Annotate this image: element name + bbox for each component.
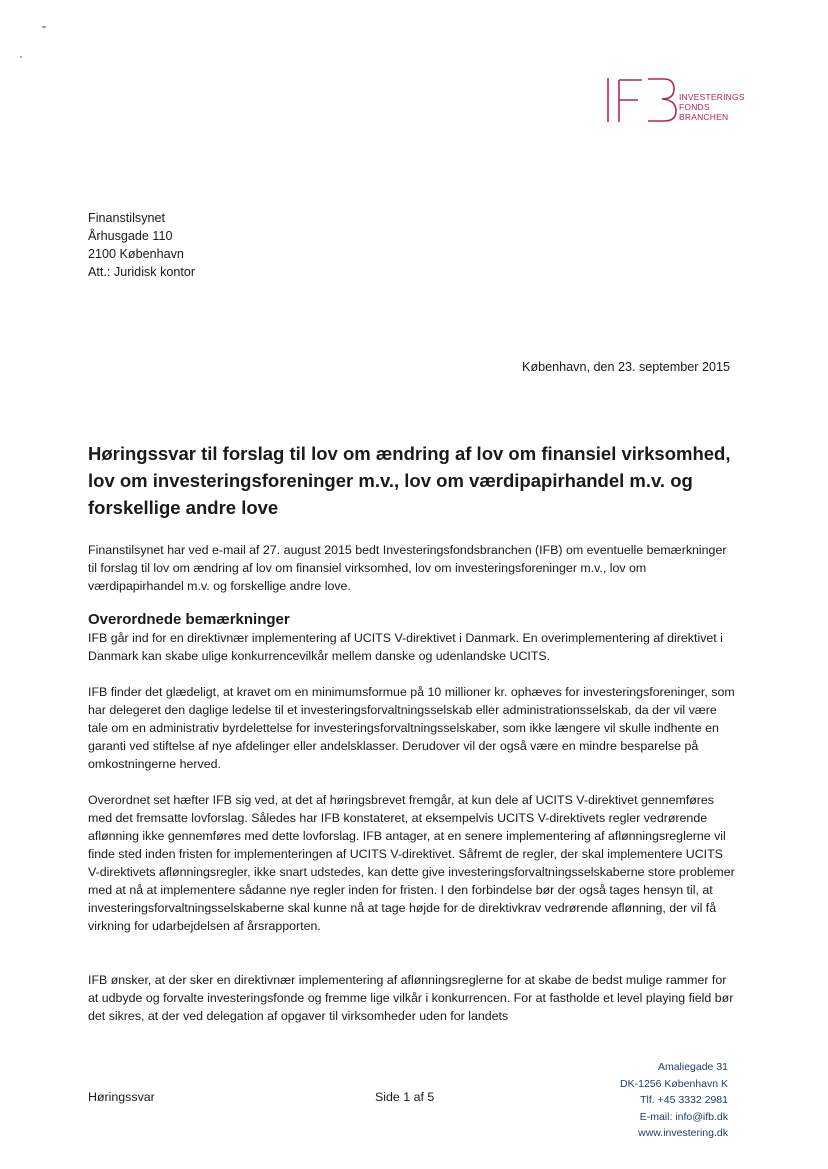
- paragraph-text: Overordnet set hæfter IFB sig ved, at det af høringsbrevet fremgår, at kun dele af UCITS V-direktivet gennemføres med det fremsatte lovforslag. Således har IFB konstateret, at eksempelvis UCITS V-direktivets regler vedrørende aflønning ikke gennemføres med dette lovforslag. IFB antager, at en senere implementering af aflønningsreglerne vil finde sted inden fristen for implementeringen af UCITS V-direktivet. Såfremt de regler, der skal implementere UCITS V-direktivets aflønningsregler, ikke snart udstedes, kan dette give investeringsforvaltningsselskaberne store problemer med at nå at implementere sådanne nye regler inden for fristen. I den forbindelse bør der også tages hensyn til, at investeringsforvaltningsselskaberne skal kunne nå at tage højde for de direktivkrav vedrørende aflønning, der vil få virkning for udarbejdelsen af årsrapporten.: [88, 793, 735, 933]
- footer-website: www.investering.dk: [638, 1127, 728, 1139]
- logo-letter-b: [648, 79, 676, 121]
- paragraph-3: [88, 791, 738, 935]
- recipient-name: Finanstilsynet: [88, 211, 165, 225]
- intro-text: Finanstilsynet har ved e-mail af 27. august 2015 bedt Investeringsfondsbranchen (IFB) om eventuelle bemærkninger til forslag til lov om ændring af lov om finansiel virksomhed, lov om investeringsforeninger m.v., lov om værdipapirhandel m.v. og forskellige andre love.: [88, 543, 727, 593]
- footer-contact: [620, 1059, 728, 1142]
- scan-speck: [20, 56, 22, 58]
- paragraph-4: [88, 971, 738, 1025]
- letter-date: København, den 23. september 2015: [522, 360, 730, 374]
- logo-line-1: INVESTERINGS: [679, 92, 745, 102]
- paragraph-2: [88, 683, 738, 773]
- recipient-city: 2100 København: [88, 247, 184, 261]
- footer-address-city: DK-1256 København K: [620, 1077, 728, 1090]
- footer-doc-label: Høringssvar: [88, 1090, 155, 1104]
- footer-page-number: Side 1 af 5: [375, 1090, 435, 1104]
- paragraph-1: [88, 629, 738, 665]
- section-heading: Overordnede bemærkninger: [88, 611, 290, 628]
- recipient-address: [88, 209, 195, 281]
- document-title: Høringssvar til forslag til lov om ændring af lov om finansiel virksomhed, lov om investeringsforeninger m.v., lov om værdipapirhandel m.v. og forskellige andre love: [88, 443, 731, 518]
- intro-paragraph: [88, 541, 738, 595]
- footer-email: E-mail: info@ifb.dk: [639, 1110, 728, 1123]
- footer-address-street: Amaliegade 31: [657, 1061, 728, 1073]
- paragraph-text: IFB ønsker, at der sker en direktivnær implementering af aflønningsreglerne for at skabe de bedst mulige rammer for at udbyde og forvalte investeringsfonde og fremme lige vilkår i konkurrencen. For at fastholde et level playing field bør det sikres, at der ved delegation af opgaver til virksomheder uden for landets: [88, 973, 734, 1023]
- logo-wordmark: [679, 92, 745, 122]
- recipient-attention: Att.: Juridisk kontor: [88, 265, 196, 279]
- paragraph-text: IFB går ind for en direktivnær implementering af UCITS V-direktivet i Danmark. En overimplementering af direktivet i Danmark kan skabe ulige konkurrencevilkår mellem danske og udenlandske UCITS.: [88, 631, 723, 663]
- paragraph-text: IFB finder det glædeligt, at kravet om en minimumsformue på 10 millioner kr. ophæves for investeringsforeninger, som har delegeret den daglige ledelse til et investeringsforvaltningsselskab eller administrationsselskab, da der vil være tale om en administrativ byrdelettelse for investeringsforvaltningsselskaber, som ikke længere vil skulle indhente en garanti ved stiftelse af nye afdelinger eller andelsklasser. Derudover vil der også være en mindre besparelse på omkostningerne herved.: [88, 685, 735, 771]
- footer-phone: Tlf. +45 3332 2981: [640, 1094, 728, 1106]
- logo-line-3: BRANCHEN: [679, 112, 729, 122]
- recipient-street: Århusgade 110: [88, 229, 173, 243]
- scan-speck: [42, 26, 46, 28]
- logo-line-2: FONDS: [679, 102, 710, 112]
